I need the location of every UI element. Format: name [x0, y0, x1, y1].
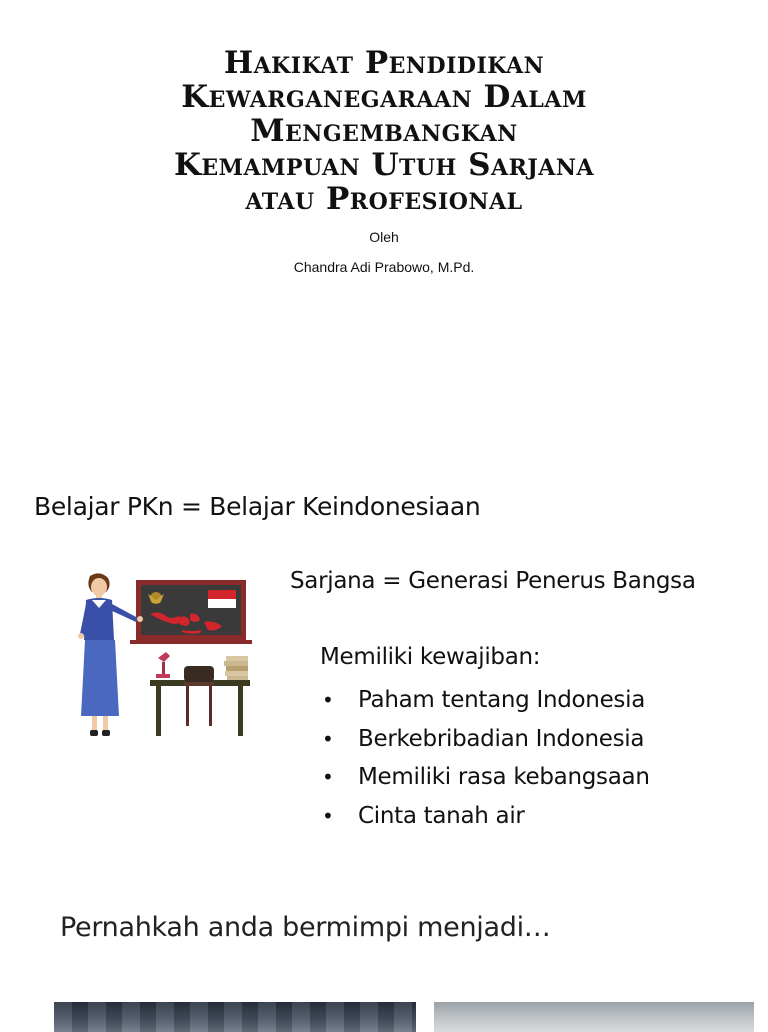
chair	[184, 666, 214, 682]
duties-label: Memiliki kewajiban:	[320, 644, 541, 670]
sarjana-statement: Sarjana = Generasi Penerus Bangsa	[290, 568, 696, 594]
author-name: Chandra Adi Prabowo, M.Pd.	[293, 259, 475, 275]
title-line: atau Profesional	[245, 181, 523, 217]
teacher-with-indonesia-map-icon	[70, 570, 260, 755]
books-icon	[226, 656, 248, 661]
slide-title	[0, 0, 768, 440]
list-item: • Berkebribadian Indonesia	[320, 720, 650, 759]
by-label: Oleh	[369, 229, 399, 245]
list-item: • Paham tentang Indonesia	[320, 681, 650, 720]
title-line: Hakikat Pendidikan	[223, 45, 545, 81]
bullet-icon: •	[322, 765, 334, 789]
title-line: Kewarganegaraan Dalam	[181, 79, 587, 115]
microscope-icon	[158, 652, 170, 662]
title-line: Kemampuan Utuh Sarjana	[173, 147, 595, 183]
slide-heading: Belajar PKn = Belajar Keindonesiaan	[34, 492, 481, 521]
slide-pkn	[0, 440, 768, 880]
bullet-icon: •	[322, 688, 334, 712]
duties-list	[320, 681, 650, 835]
professional-photo	[434, 1002, 754, 1032]
bullet-icon: •	[322, 803, 334, 828]
list-item: • Memiliki rasa kebangsaan	[320, 758, 650, 797]
slide-dream	[0, 880, 768, 1024]
title-line: Mengembangkan	[250, 113, 518, 149]
flag-icon	[208, 590, 236, 599]
bullet-icon: •	[322, 726, 334, 751]
teacher-figure	[78, 573, 143, 736]
slide-question: Pernahkah anda bermimpi menjadi…	[60, 912, 551, 943]
graduation-photo	[54, 1002, 416, 1032]
list-item: • Cinta tanah air	[320, 797, 650, 836]
slide-title-heading	[60, 46, 708, 216]
